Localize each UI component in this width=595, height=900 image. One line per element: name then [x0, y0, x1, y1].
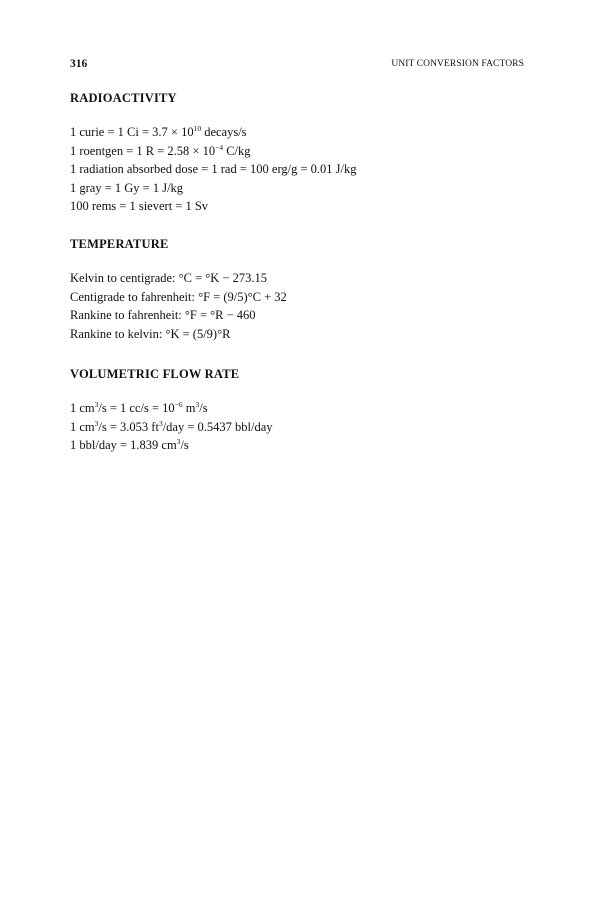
running-title: UNIT CONVERSION FACTORS: [391, 59, 524, 69]
running-header: [70, 58, 524, 74]
conversion-line: 1 bbl/day = 1.839 $cm^3/s$: [70, 437, 189, 452]
conversion-line: 1 $cm^3/s = 3.053$ $ft^3$/day = 0.5437 bbl/day: [70, 418, 273, 434]
conversion-line: 1 gray = 1 Gy = 1 J/kg: [70, 180, 184, 195]
section-heading: RADIOACTIVITY: [70, 91, 177, 105]
conversion-line: Centigrade to fahrenheit: °F = (9/5)°C + 32: [70, 289, 287, 304]
section-heading: VOLUMETRIC FLOW RATE: [70, 367, 240, 381]
section-temperature: [70, 236, 524, 343]
document-page: [70, 0, 524, 900]
conversion-line: 1 radiation absorbed dose = 1 rad = 100 erg/g = 0.01 J/kg: [70, 162, 357, 176]
conversion-line: Rankine to kelvin: °K = (5/9)°R: [70, 326, 231, 341]
conversion-line: 1 $cm^3/s = 1$ $cc/s = 10^{-6}$ $m^3/s$: [70, 400, 208, 415]
conversion-list: [70, 123, 524, 216]
section-heading: TEMPERATURE: [70, 237, 169, 251]
conversion-line: 1 roentgen = 1 $R = 2.58 \times 10^{-4}$ C/kg: [70, 142, 251, 158]
section-radioactivity: [70, 90, 524, 216]
conversion-line: 100 rems = 1 sievert = 1 Sv: [70, 199, 209, 213]
conversion-line: 1 curie = 1 $Ci = 3.7 \times 10^{10}$ decays/s: [70, 124, 247, 139]
section-volumetric-flow-rate: [70, 366, 524, 455]
conversion-line: Kelvin to centigrade: °C = °K − 273.15: [70, 271, 267, 285]
conversion-list: [70, 269, 524, 343]
conversion-line: Rankine to fahrenheit: °F = °R − 460: [70, 308, 256, 322]
page-number: 316: [70, 58, 88, 70]
conversion-list: [70, 399, 524, 455]
